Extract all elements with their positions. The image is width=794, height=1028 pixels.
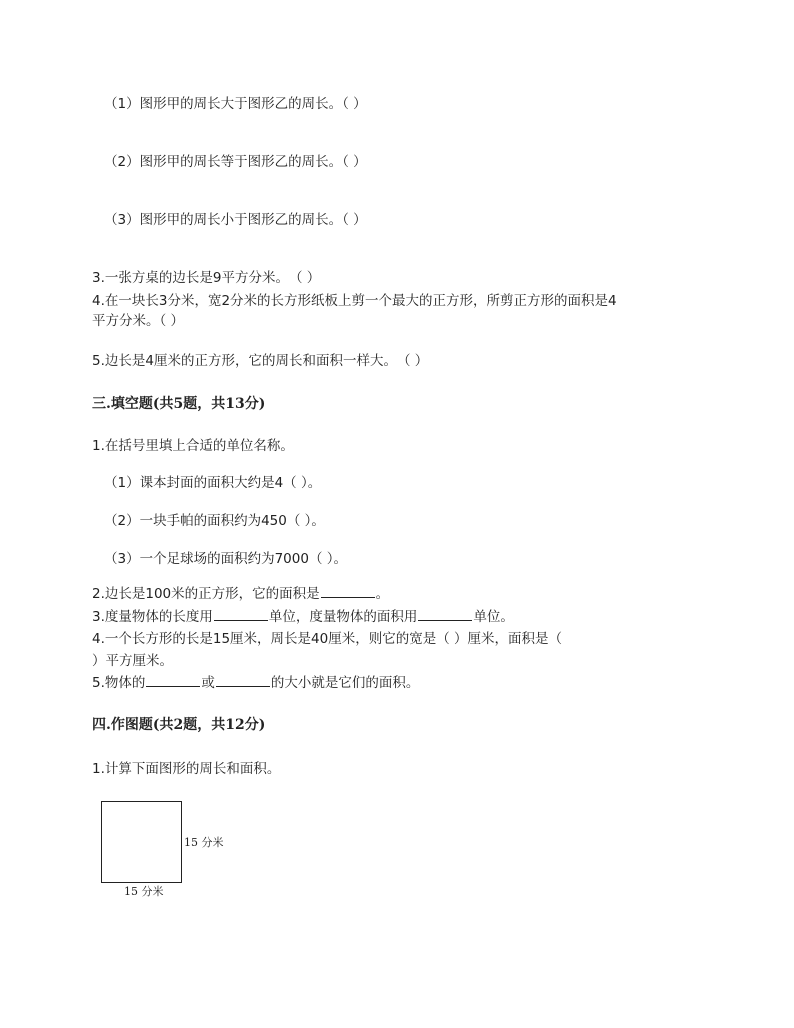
fill-question-2-text: 2.边长是100米的正方形，它的面积是 <box>92 586 320 602</box>
sub-item-1: （1）图形甲的周长大于图形乙的周长。（ ） <box>104 96 367 112</box>
fill-question-2 <box>92 584 389 604</box>
section-heading-fill-in: 三.填空题(共5题，共13分) <box>92 396 266 412</box>
fill-question-5-part-c: 的大小就是它们的面积。 <box>270 675 420 691</box>
fill-question-3 <box>92 607 514 627</box>
answer-blank[interactable] <box>146 673 200 687</box>
tf-question-3: 3.一张方桌的边长是9平方分米。 （ ） <box>92 270 321 286</box>
fill-question-4-line1: 4.一个长方形的长是15厘米，周长是40厘米，则它的宽是（ ）厘米，面积是（ <box>92 631 563 647</box>
section-heading-drawing: 四.作图题(共2题，共12分) <box>92 717 266 733</box>
answer-blank[interactable] <box>418 607 472 621</box>
fill-question-3-part-c: 单位。 <box>473 609 514 625</box>
square-side-label: 15 分米 <box>184 836 224 849</box>
fill-question-1: 1.在括号里填上合适的单位名称。 <box>92 438 294 454</box>
tf-question-4-line2: 平方分米。（ ） <box>92 313 185 329</box>
answer-blank[interactable] <box>214 607 268 621</box>
tf-question-5: 5.边长是4厘米的正方形，它的周长和面积一样大。 （ ） <box>92 353 429 369</box>
fill-question-3-part-b: 单位，度量物体的面积用 <box>268 609 418 625</box>
answer-blank[interactable] <box>321 584 375 598</box>
sub-item-3: （3）图形甲的周长小于图形乙的周长。（ ） <box>104 212 367 228</box>
fill-question-4-line2: ）平方厘米。 <box>92 653 173 669</box>
square-bottom-label: 15 分米 <box>124 885 164 898</box>
fill-question-5 <box>92 673 419 693</box>
drawing-question-1: 1.计算下面图形的周长和面积。 <box>92 761 281 777</box>
fill-question-3-part-a: 3.度量物体的长度用 <box>92 609 213 625</box>
tf-question-4-line1: 4.在一块长3分米，宽2分米的长方形纸板上剪一个最大的正方形，所剪正方形的面积是4 <box>92 293 617 309</box>
fill-sub-item-2: （2）一块手帕的面积约为450（ ）。 <box>104 513 325 529</box>
square-figure <box>101 801 182 883</box>
fill-question-2-end: 。 <box>375 586 390 602</box>
fill-sub-item-3: （3）一个足球场的面积约为7000（ ）。 <box>104 551 347 567</box>
answer-blank[interactable] <box>216 673 270 687</box>
fill-question-5-part-b: 或 <box>201 675 215 691</box>
fill-sub-item-1: （1）课本封面的面积大约是4（ ）。 <box>104 475 322 491</box>
fill-question-5-part-a: 5.物体的 <box>92 675 146 691</box>
sub-item-2: （2）图形甲的周长等于图形乙的周长。（ ） <box>104 154 367 170</box>
